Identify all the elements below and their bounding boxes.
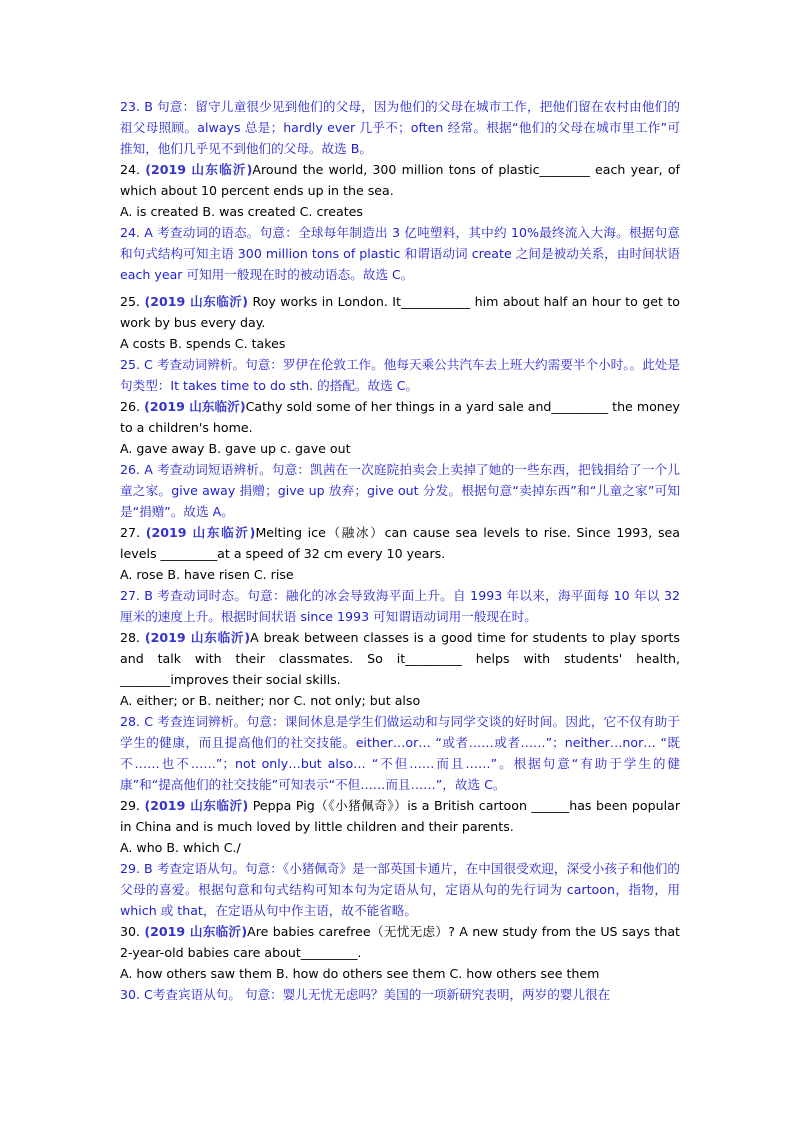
- question-number: 30.: [120, 924, 141, 939]
- question-29: [120, 795, 680, 837]
- question-number: 27.: [120, 525, 141, 540]
- question-text: Peppa Pig（《小猪佩奇》）is a British cartoon ______has been popular in China and is much loved by little children and their parents.: [120, 798, 680, 834]
- question-text: Are babies carefree（无忧无虑）? A new study from the US says that 2-year-old babies care about_________.: [120, 924, 680, 960]
- question-number: 24.: [120, 162, 141, 177]
- answer-30: 30. C考查宾语从句。 句意：婴儿无忧无虑吗？美国的一项新研究表明，两岁的婴儿很在: [120, 987, 611, 1002]
- answer-29: 29. B 考查定语从句。句意：《小猪佩奇》是一部英国卡通片，在中国很受欢迎，深受小孩子和他们的父母的喜爱。根据句意和句式结构可知本句为定语从句，定语从句的先行词为 cartoon，指物，用 which 或 that，在定语从句中作主语，故不能省略。: [120, 861, 680, 918]
- options-30: A. how others saw them B. how do others see them C. how others see them: [120, 966, 600, 981]
- question-25: [120, 291, 680, 333]
- question-source: (2019 山东临沂): [144, 924, 248, 939]
- answer-23: 23. B 句意：留守儿童很少见到他们的父母，因为他们的父母在城市工作，把他们留在农村由他们的祖父母照顾。always 总是；hardly ever 几乎不；often 经常。根据“他们的父母在城市里工作”可推知，他们几乎见不到他们的父母。故选 B。: [120, 99, 680, 156]
- document-body: [120, 96, 680, 1005]
- question-text: Around the world, 300 million tons of plastic________ each year, of which about 10 percent ends up in the sea.: [120, 162, 680, 198]
- question-text: A break between classes is a good time for students to play sports and talk with their classmates. So it_________ helps with students' health, ________improves their social skills.: [120, 630, 680, 687]
- question-text: Melting ice（融冰）can cause sea levels to rise. Since 1993, sea levels _________at a speed of 32 cm every 10 years.: [120, 525, 680, 561]
- answer-28: 28. C 考查连词辨析。句意：课间休息是学生们做运动和与同学交谈的好时间。因此，它不仅有助于学生的健康，而且提高他们的社交技能。either…or… “或者……或者……”；neither…nor… “既不……也不……”；not only…but also… “不但……而且……”。根据句意“有助于学生的健康”和“提高他们的社交技能”可知表示“不但……而且……”，故选 C。: [120, 714, 680, 792]
- question-27: [120, 522, 680, 564]
- question-source: (2019 山东临沂): [145, 525, 256, 540]
- options-25: A costs B. spends C. takes: [120, 336, 286, 351]
- question-source: (2019 山东临沂): [144, 399, 246, 414]
- question-source: (2019 山东临沂): [144, 294, 249, 309]
- question-text: Roy works in London. It___________ him about half an hour to get to work by bus every day.: [120, 294, 680, 330]
- options-24: A. is created B. was created C. creates: [120, 204, 363, 219]
- question-number: 29.: [120, 798, 141, 813]
- answer-25: 25. C 考查动词辨析。句意：罗伊在伦敦工作。他每天乘公共汽车去上班大约需要半个小时。。此处是句类型：It takes time to do sth. 的搭配。故选 C。: [120, 357, 680, 393]
- question-number: 25.: [120, 294, 141, 309]
- question-number: 28.: [120, 630, 141, 645]
- question-26: [120, 396, 680, 438]
- options-26: A. gave away B. gave up c. gave out: [120, 441, 351, 456]
- question-source: (2019 山东临沂): [144, 798, 249, 813]
- question-text: Cathy sold some of her things in a yard sale and_________ the money to a children's home.: [120, 399, 680, 435]
- question-30: [120, 921, 680, 963]
- options-29: A. who B. which C./: [120, 840, 241, 855]
- question-28: [120, 627, 680, 690]
- options-27: A. rose B. have risen C. rise: [120, 567, 294, 582]
- answer-26: 26. A 考查动词短语辨析。句意：凯茜在一次庭院拍卖会上卖掉了她的一些东西，把钱捐给了一个儿童之家。give away 捐赠；give up 放弃；give out 分发。根据句意“卖掉东西”和“儿童之家”可知是“捐赠”。故选 A。: [120, 462, 680, 519]
- question-source: (2019 山东临沂): [145, 162, 253, 177]
- question-number: 26.: [120, 399, 141, 414]
- options-28: A. either; or B. neither; nor C. not only; but also: [120, 693, 421, 708]
- answer-24: 24. A 考查动词的语态。句意：全球每年制造出 3 亿吨塑料，其中约 10%最终流入大海。根据句意和句式结构可知主语 300 million tons of plastic 和谓语动词 create 之间是被动关系，由时间状语 each year 可知用一般现在时的被动语态。故选 C。: [120, 225, 680, 282]
- question-source: (2019 山东临沂): [144, 630, 251, 645]
- question-24: [120, 159, 680, 201]
- answer-27: 27. B 考查动词时态。句意：融化的冰会导致海平面上升。自 1993 年以来，海平面每 10 年以 32 厘米的速度上升。根据时间状语 since 1993 可知谓语动词用一般现在时。: [120, 588, 680, 624]
